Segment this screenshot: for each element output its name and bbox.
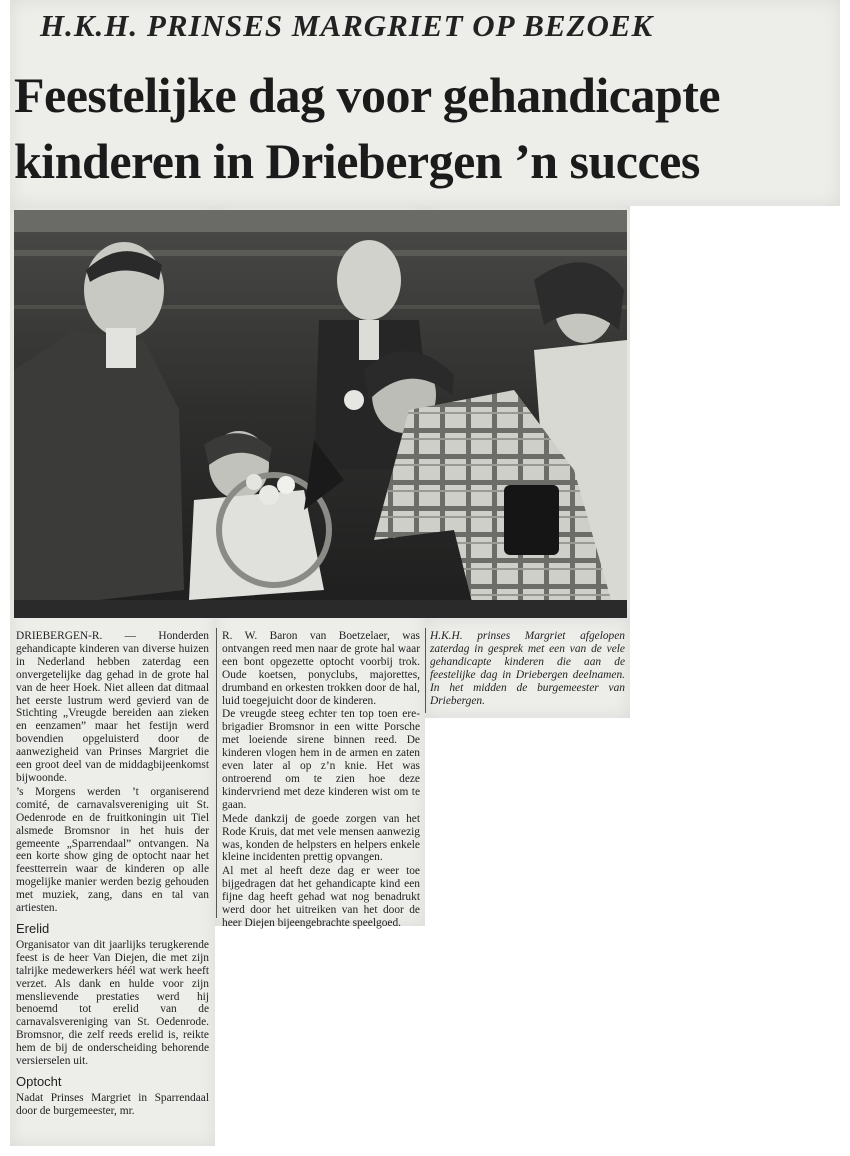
subheading-optocht: Optocht [16,1074,62,1089]
column2-paragraph-1: R. W. Baron van Boetzelaer, was ontvangen reed men naar de grote hal waar een bont opgezette optocht voorbij trok. Oude koetsen, ponyclubs, majorettes, drumband en orkesten trokken door de hal, luid toegejuicht door de kinderen. [222,630,420,707]
photo-illustration [14,210,627,618]
headline-line-1: Feestelijke dag voor gehandicapte [14,67,721,123]
column-divider-1 [216,628,217,918]
article-column-2 [222,630,420,931]
column1-paragraph-2: ’s Morgens werden ’t organiserend comité, de carnavalsvereniging uit St. Oedenrode en de fruitkoningin uit Tiel alsmede Bromsnor in het huis der gemeente „Sparrendaal” ontvangen. Na een korte show ging de optocht naar het feestterrein waar de kinderen op alle mogelijke manier werden bezig gehouden met muziek, zang, dans en tal van artiesten. [16,785,209,915]
subheading-erelid: Erelid [16,920,50,936]
article-kicker: H.K.H. PRINSES MARGRIET OP BEZOEK [40,8,654,43]
column2-paragraph-4: Al met al heeft deze dag er weer toe bijgedragen dat het gehandicapte kind een fijne dag heeft gehad wat nog benadrukt werd door het uitreiken van het door de heer Diejen bijeengebrachte speelgoed. [222,865,420,929]
column2-paragraph-3: Mede dankzij de goede zorgen van het Rode Kruis, dat met vele mensen aanwezig was, konden de helpsters en helpers enkele kleine incidenten prettig opvangen. [222,812,420,864]
column2-paragraph-2: De vreugde steeg echter ten top toen ere-brigadier Bromsnor in een witte Porsche met loeiende sirene binnen reed. De kinderen vlogen hem in de armen en zaten even later al op z’n knie. Het was ontroerend om te zien hoe deze kindervriend met deze kinderen wist om te gaan. [222,708,420,811]
column-divider-2 [425,628,426,713]
column1-paragraph-4: Nadat Prinses Margriet in Sparrendaal door de burgemeester, mr. [16,1092,209,1117]
article-headline [14,62,844,194]
column1-paragraph-3: Organisator van dit jaarlijks terugkerende feest is de heer Van Diejen, die met zijn talrijke medewerkers héél wat werk heeft verzet. Als dank en hulde voor zijn menslievende prestaties werd hij benoemd tot erelid van de carnavalsvereniging van St. Oedenrode. Bromsnor, die zelf reeds erelid is, reikte hem de bij de onderscheiding behorende versierselen uit. [16,938,209,1068]
article-column-1 [16,630,209,1119]
news-photo [14,210,627,618]
photo-caption: H.K.H. prinses Margriet afgelopen zaterdag in gesprek met een van de vele gehandicapte kinderen die aan de feestelijke dag in Driebergen deelnamen. In het midden de burgemeester van Driebergen. [430,630,625,707]
headline-line-2: kinderen in Driebergen ’n succes [14,133,700,189]
column1-paragraph-1: DRIEBERGEN-R. — Honderden gehandicapte kinderen van diverse huizen in Nederland hebben zaterdag een onvergetelijke dag gehad in de grote hal van de heer Hoek. Niet alleen dat ditmaal het eerste lustrum werd gevierd van de Stichting „Vreugde bereiden aan zieken en eenzamen” maar het festijn werd bovendien opgeluisterd door de aanwezigheid van Prinses Margriet die een groot deel van de middagbijeenkomst bijwoonde. [16,630,209,784]
